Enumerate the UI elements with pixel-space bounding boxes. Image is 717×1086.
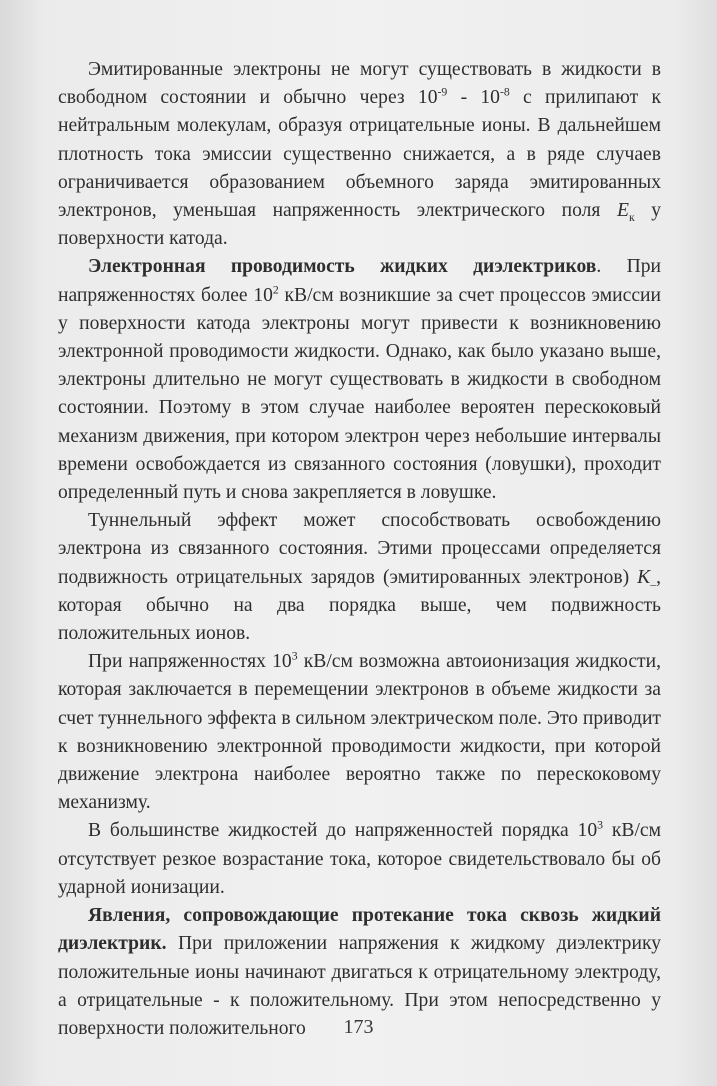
math-symbol: K xyxy=(637,566,651,588)
text-run: , которая обычно на два порядка выше, чем подвижность положительных ионов. xyxy=(58,566,661,645)
page-number: 173 xyxy=(343,1016,374,1038)
superscript: 2 xyxy=(272,283,279,297)
text-run: кВ/см возможна автоионизация жидкости, которая заключается в перемещении электронов в объеме жидкости за счет туннельного эффекта в сильном электрическом поле. Это приводит к возникновению электронной проводимости жидкости, при которой движение электрона наиболее вероятно также по перескоковому механизму. xyxy=(58,651,661,814)
superscript: 3 xyxy=(597,818,603,832)
text-run: кВ/см возникшие за счет процессов эмиссии у поверхности катода электроны могут привести к возникновению электронной проводимости жидкости. Однако, как было указано выше, электроны длительно не могут существовать в жидкости в свободном состоянии. Поэтому в этом случае наиболее вероятен перескоковый механизм движения, при котором электрон через небольшие интервалы времени освобождается из связанного состояния (ловушки), проходит определенный путь и снова закрепляется в ловушке. xyxy=(58,284,661,504)
section-heading: Электронная проводимость жидких диэлектриков xyxy=(88,256,597,278)
text-run: В большинстве жидкостей до напряженностей порядка 10 xyxy=(88,820,598,842)
paragraph-tunnel-effect xyxy=(58,507,661,648)
text-run: у поверхности катода. xyxy=(58,200,662,250)
text-run: . При напряженностях более 10 xyxy=(58,256,662,306)
paragraph-impact-ionization xyxy=(58,817,661,902)
subscript: – xyxy=(650,577,657,591)
text-run: При напряженностях 10 xyxy=(88,651,292,673)
text-run: Эмитированные электроны не могут существовать в жидкости в свободном состоянии и обычно через 10 xyxy=(58,59,661,109)
text-run: Туннельный эффект может способствовать освобождению электрона из связанного состояния. Этими процессами определяется подвижность отрицательных зарядов (эмитированных электронов) xyxy=(58,510,661,588)
paragraph-electronic-conductivity xyxy=(58,253,661,507)
page-text xyxy=(58,56,661,1043)
text-run: - 10 xyxy=(447,87,500,109)
text-run: кВ/см отсутствует резкое возрастание тока, которое свидетельствовало бы об ударной ионизации. xyxy=(58,820,661,898)
text-run: с прилипают к нейтральным молекулам, образуя отрицательные ионы. В дальнейшем плотность тока эмиссии существенно снижается, а в ряде случаев ограничивается образованием объемного заряда эмитированных электронов, уменьшая напряженность электрического поля xyxy=(58,87,661,222)
math-symbol: E xyxy=(616,200,629,222)
subscript: к xyxy=(628,210,635,224)
text-run: При приложении напряжения к жидкому диэлектрику положительные ионы начинают двигаться к отрицательному электроду, а отрицательные - к положительному. При этом непосредственно у поверхности положительного xyxy=(58,933,661,1039)
superscript: -8 xyxy=(499,85,510,99)
superscript: 3 xyxy=(291,649,298,663)
superscript: -9 xyxy=(437,85,448,99)
section-heading: Явления, сопровождающие протекание тока сквозь жидкий диэлектрик. xyxy=(58,905,661,955)
paragraph-emission xyxy=(58,56,661,253)
paragraph-autoionization xyxy=(58,648,661,817)
